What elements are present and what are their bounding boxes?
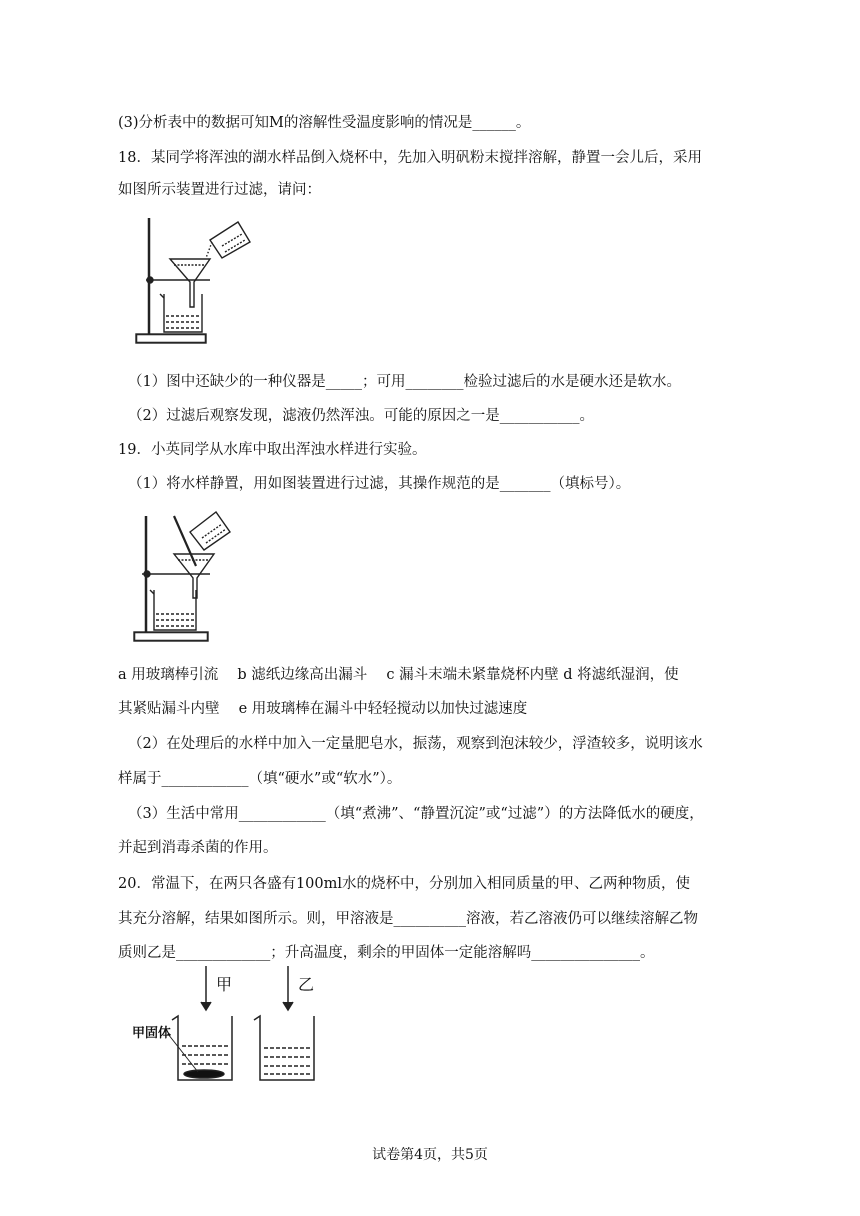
beakers-figure bbox=[128, 962, 338, 1090]
q20-stem-line2: 其充分溶解，结果如图所示。则，甲溶液是__________溶液，若乙溶液仍可以继续溶解乙物 bbox=[118, 911, 698, 927]
q19-stem: 19．小英同学从水库中取出浑浊水样进行实验。 bbox=[118, 442, 427, 458]
q18-stem-line1: 18．某同学将浑浊的湖水样品倒入烧杯中，先加入明矾粉末搅拌溶解，静置一会儿后，采用 bbox=[118, 150, 702, 166]
filtration-figure-2 bbox=[130, 508, 240, 648]
q18-stem-line2: 如图所示装置进行过滤，请问： bbox=[118, 182, 321, 198]
q19-options-line2: 其紧贴漏斗内壁 e 用玻璃棒在漏斗中轻轻搅动以加快过滤速度 bbox=[118, 701, 528, 717]
label-jia: 甲 bbox=[216, 975, 233, 994]
q19-part3-line1: （3）生活中常用____________（填“煮沸”、“静置沉淀”或“过滤”）的方法降低水的硬度， bbox=[128, 806, 704, 822]
q19-part2-line2: 样属于____________（填“硬水”或“软水”）。 bbox=[118, 771, 402, 787]
q18-part1: （1）图中还缺少的一种仪器是_____；可用________检验过滤后的水是硬水还是软水。 bbox=[128, 374, 681, 390]
q20-stem-line3: 质则乙是_____________；升高温度，剩余的甲固体一定能溶解吗_______________。 bbox=[118, 945, 655, 961]
page-footer: 试卷第4页，共5页 bbox=[372, 1147, 488, 1163]
q20-stem-line1: 20．常温下，在两只各盛有100ml水的烧杯中，分别加入相同质量的甲、乙两种物质，使 bbox=[118, 876, 691, 892]
q19-part3-line2: 并起到消毒杀菌的作用。 bbox=[118, 840, 278, 856]
q19-part2-line1: （2）在处理后的水样中加入一定量肥皂水，振荡，观察到泡沫较少，浮渣较多，说明该水 bbox=[128, 736, 703, 752]
filtration-figure-1 bbox=[130, 212, 260, 352]
q19-options-line1: a 用玻璃棒引流 b 滤纸边缘高出漏斗 c 漏斗末端未紧靠烧杯内壁 d 将滤纸湿润，使 bbox=[118, 667, 679, 683]
q18-part2: （2）过滤后观察发现，滤液仍然浑浊。可能的原因之一是___________。 bbox=[128, 408, 594, 424]
label-yi: 乙 bbox=[298, 975, 315, 994]
q17-part3: (3)分析表中的数据可知M的溶解性受温度影响的情况是______。 bbox=[118, 115, 531, 131]
q19-part1: （1）将水样静置，用如图装置进行过滤，其操作规范的是_______（填标号）。 bbox=[128, 476, 631, 492]
label-solid-jia: 甲固体 bbox=[132, 1026, 172, 1041]
